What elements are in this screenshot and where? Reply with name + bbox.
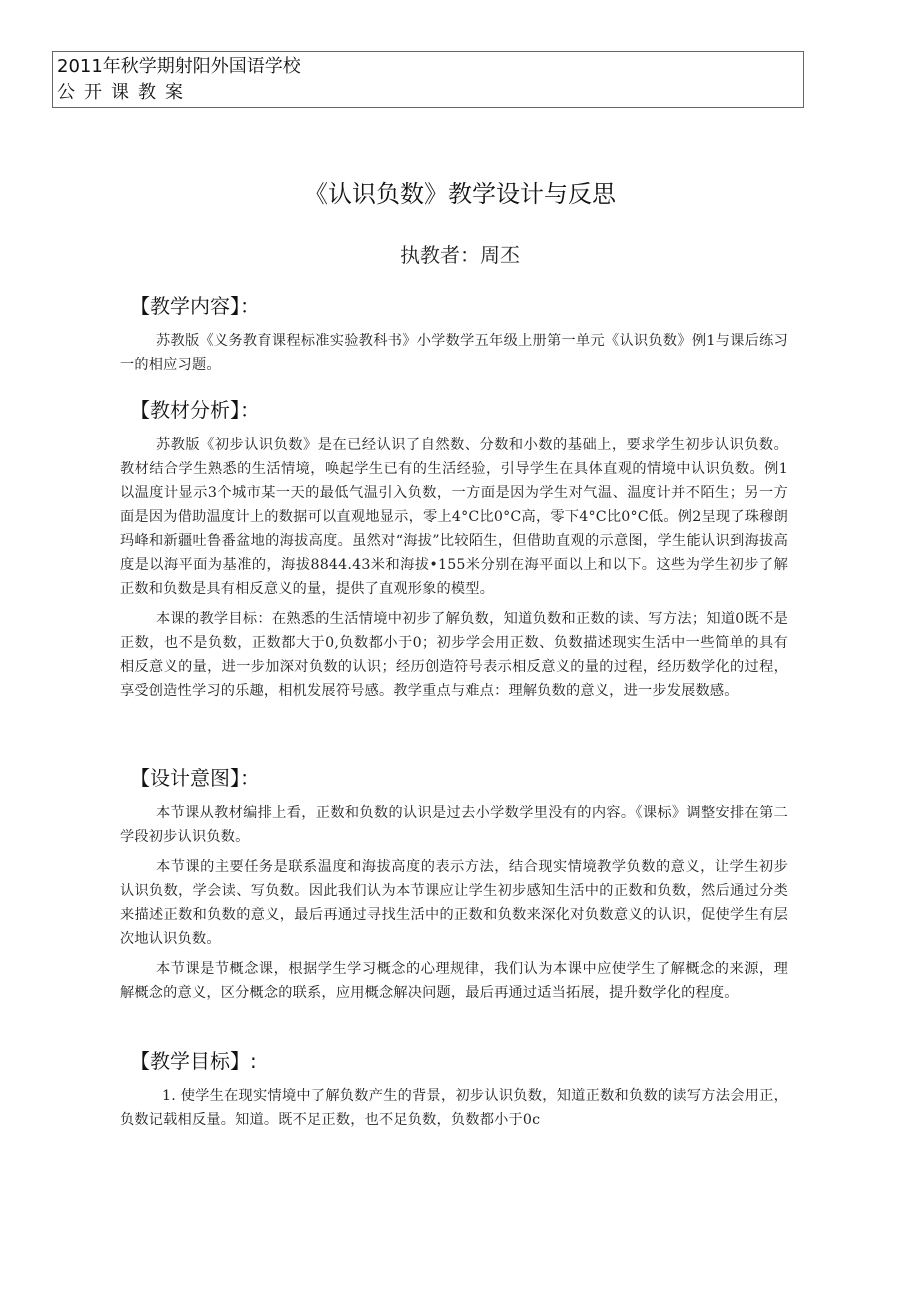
section-heading: 【教学目标】: bbox=[130, 1049, 257, 1073]
lesson-plan-label: 公开课教案 bbox=[57, 82, 192, 103]
section-heading: 【设计意图】： bbox=[130, 766, 260, 790]
goal-item: 1. 使学生在现实情境中了解负数产生的背景，初步认识负数，知道正数和负数的读写方法会用正，负数记载相反量。知道。既不足正数，也不足负数，负数都小于0c bbox=[120, 1088, 788, 1128]
section-heading: 【教学内容】： bbox=[130, 294, 260, 318]
document-title: 《认识负数》教学设计与反思 bbox=[304, 180, 616, 208]
school-term-line: 2011年秋学期射阳外国语学校 bbox=[57, 56, 301, 77]
section-teaching-goals bbox=[120, 1045, 788, 1132]
paragraph: 本节课的主要任务是联系温度和海拔高度的表示方法，结合现实情境教学负数的意义，让学生初步认识负数，学会读、写负数。因此我们认为本节课应让学生初步感知生活中的正数和负数，然后通过分类来描述正数和负数的意义，最后再通过寻找生活中的正数和负数来深化对负数意义的认识，促使学生有层次地认识负数。 bbox=[120, 859, 788, 947]
section-teaching-content bbox=[120, 290, 788, 377]
paragraph: 本节课从教材编排上看，正数和负数的认识是过去小学数学里没有的内容。《课标》调整安排在第二学段初步认识负数。 bbox=[120, 805, 788, 845]
section-heading: 【教材分析】： bbox=[130, 398, 260, 422]
author-line: 执教者：周丕 bbox=[400, 243, 520, 267]
section-design-intent bbox=[120, 762, 788, 1005]
section-material-analysis bbox=[120, 394, 788, 703]
paragraph: 苏教版《初步认识负数》是在已经认识了自然数、分数和小数的基础上，要求学生初步认识负数。教材结合学生熟悉的生活情境，唤起学生已有的生活经验，引导学生在具体直观的情境中认识负数。例1以温度计显示3个城市某一天的最低气温引入负数，一方面是因为学生对气温、温度计并不陌生；另一方面是因为借助温度计上的数据可以直观地显示，零上4°C比0°C高，零下4°C比0°C低。例2呈现了珠穆朗玛峰和新疆吐鲁番盆地的海拔高度。虽然对“海拔”比较陌生，但借助直观的示意图，学生能认识到海拔高度是以海平面为基准的，海拔8844.43米和海拔•155米分别在海平面以上和以下。这些为学生初步了解正数和负数是具有相反意义的量，提供了直观形象的模型。 bbox=[120, 437, 788, 597]
paragraph: 本课的教学目标：在熟悉的生活情境中初步了解负数，知道负数和正数的读、写方法；知道0既不是正数，也不是负数，正数都大于0,负数都小于0；初步学会用正数、负数描述现实生活中一些简单的具有相反意义的量，进一步加深对负数的认识；经历创造符号表示相反意义的量的过程，经历数学化的过程，享受创造性学习的乐趣，相机发展符号感。教学重点与难点：理解负数的意义，进一步发展数感。 bbox=[120, 611, 788, 699]
paragraph: 苏教版《义务教育课程标准实验教科书》小学数学五年级上册第一单元《认识负数》例1与课后练习一的相应习题。 bbox=[120, 333, 788, 373]
paragraph: 本节课是节概念课，根据学生学习概念的心理规律，我们认为本课中应使学生了解概念的来源，理解概念的意义，区分概念的联系，应用概念解决问题，最后再通过适当拓展，提升数学化的程度。 bbox=[120, 961, 788, 1001]
school-header-box bbox=[52, 51, 804, 108]
